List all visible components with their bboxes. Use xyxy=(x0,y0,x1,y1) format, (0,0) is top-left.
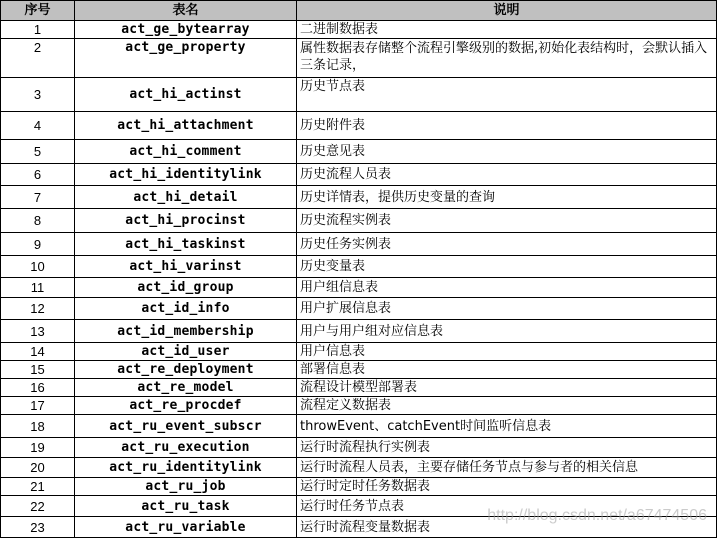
row-desc: 历史详情表，提供历史变量的查询 xyxy=(297,186,717,209)
table-row xyxy=(1,343,717,361)
row-desc: 部署信息表 xyxy=(297,361,717,379)
row-name: act_ru_variable xyxy=(75,517,297,538)
header-no: 序号 xyxy=(1,1,75,21)
row-no: 2 xyxy=(1,39,75,78)
header-name: 表名 xyxy=(75,1,297,21)
row-no: 16 xyxy=(1,379,75,397)
row-name: act_ru_event_subscr xyxy=(75,415,297,438)
table-row xyxy=(1,478,717,496)
row-no: 10 xyxy=(1,256,75,278)
row-no: 3 xyxy=(1,78,75,112)
row-desc: 二进制数据表 xyxy=(297,21,717,39)
row-desc: 用户扩展信息表 xyxy=(297,298,717,320)
watermark: http://blog.csdn.net/a67474506 xyxy=(487,507,707,524)
row-no: 6 xyxy=(1,164,75,186)
row-name: act_id_user xyxy=(75,343,297,361)
row-name: act_ru_execution xyxy=(75,438,297,458)
row-desc: 运行时流程执行实例表 xyxy=(297,438,717,458)
table-row xyxy=(1,164,717,186)
table-row xyxy=(1,112,717,140)
row-no: 14 xyxy=(1,343,75,361)
row-name: act_hi_detail xyxy=(75,186,297,209)
row-name: act_id_membership xyxy=(75,320,297,343)
table-row xyxy=(1,21,717,39)
table-row xyxy=(1,397,717,415)
row-name: act_id_group xyxy=(75,278,297,298)
row-desc: 用户信息表 xyxy=(297,343,717,361)
table-row xyxy=(1,379,717,397)
table-row xyxy=(1,298,717,320)
row-desc: 历史变量表 xyxy=(297,256,717,278)
row-name: act_hi_comment xyxy=(75,140,297,164)
row-name: act_hi_actinst xyxy=(75,78,297,112)
row-no: 19 xyxy=(1,438,75,458)
table-row xyxy=(1,186,717,209)
table-row xyxy=(1,78,717,112)
table-row xyxy=(1,458,717,478)
row-no: 11 xyxy=(1,278,75,298)
row-desc: 历史意见表 xyxy=(297,140,717,164)
header-row xyxy=(1,1,717,21)
row-desc: 流程定义数据表 xyxy=(297,397,717,415)
row-no: 21 xyxy=(1,478,75,496)
table-row xyxy=(1,140,717,164)
row-no: 12 xyxy=(1,298,75,320)
row-name: act_re_procdef xyxy=(75,397,297,415)
table-row xyxy=(1,320,717,343)
table-row xyxy=(1,496,717,517)
row-name: act_re_deployment xyxy=(75,361,297,379)
row-name: act_id_info xyxy=(75,298,297,320)
row-no: 17 xyxy=(1,397,75,415)
row-desc: throwEvent、catchEvent时间监听信息表 xyxy=(297,415,717,438)
row-desc: 运行时流程变量数据表 xyxy=(297,517,717,538)
table-row xyxy=(1,415,717,438)
row-no: 5 xyxy=(1,140,75,164)
table-row xyxy=(1,278,717,298)
row-desc: 运行时任务节点表 xyxy=(297,496,717,517)
header-desc: 说明 xyxy=(297,1,717,21)
table-row xyxy=(1,233,717,256)
table-row xyxy=(1,517,717,538)
row-no: 15 xyxy=(1,361,75,379)
row-no: 9 xyxy=(1,233,75,256)
row-name: act_ge_property xyxy=(75,39,297,78)
row-name: act_hi_attachment xyxy=(75,112,297,140)
row-no: 13 xyxy=(1,320,75,343)
row-name: act_ge_bytearray xyxy=(75,21,297,39)
row-desc: 运行时定时任务数据表 xyxy=(297,478,717,496)
table-row xyxy=(1,438,717,458)
table-row xyxy=(1,209,717,233)
row-name: act_re_model xyxy=(75,379,297,397)
row-desc: 历史附件表 xyxy=(297,112,717,140)
row-name: act_hi_taskinst xyxy=(75,233,297,256)
row-desc: 流程设计模型部署表 xyxy=(297,379,717,397)
row-desc: 历史流程人员表 xyxy=(297,164,717,186)
row-no: 23 xyxy=(1,517,75,538)
row-name: act_ru_task xyxy=(75,496,297,517)
row-name: act_ru_job xyxy=(75,478,297,496)
row-desc: 历史流程实例表 xyxy=(297,209,717,233)
row-desc: 用户与用户组对应信息表 xyxy=(297,320,717,343)
row-desc: 历史任务实例表 xyxy=(297,233,717,256)
row-name: act_hi_varinst xyxy=(75,256,297,278)
row-no: 7 xyxy=(1,186,75,209)
table-row xyxy=(1,256,717,278)
row-no: 20 xyxy=(1,458,75,478)
row-no: 22 xyxy=(1,496,75,517)
table-row xyxy=(1,39,717,78)
row-desc: 属性数据表存储整个流程引擎级别的数据,初始化表结构时，会默认插入三条记录， xyxy=(297,39,717,78)
row-desc: 历史节点表 xyxy=(297,78,717,112)
table-row xyxy=(1,361,717,379)
row-desc: 用户组信息表 xyxy=(297,278,717,298)
row-no: 18 xyxy=(1,415,75,438)
row-name: act_hi_procinst xyxy=(75,209,297,233)
row-name: act_hi_identitylink xyxy=(75,164,297,186)
row-no: 1 xyxy=(1,21,75,39)
row-no: 4 xyxy=(1,112,75,140)
row-no: 8 xyxy=(1,209,75,233)
row-desc: 运行时流程人员表，主要存储任务节点与参与者的相关信息 xyxy=(297,458,717,478)
row-name: act_ru_identitylink xyxy=(75,458,297,478)
